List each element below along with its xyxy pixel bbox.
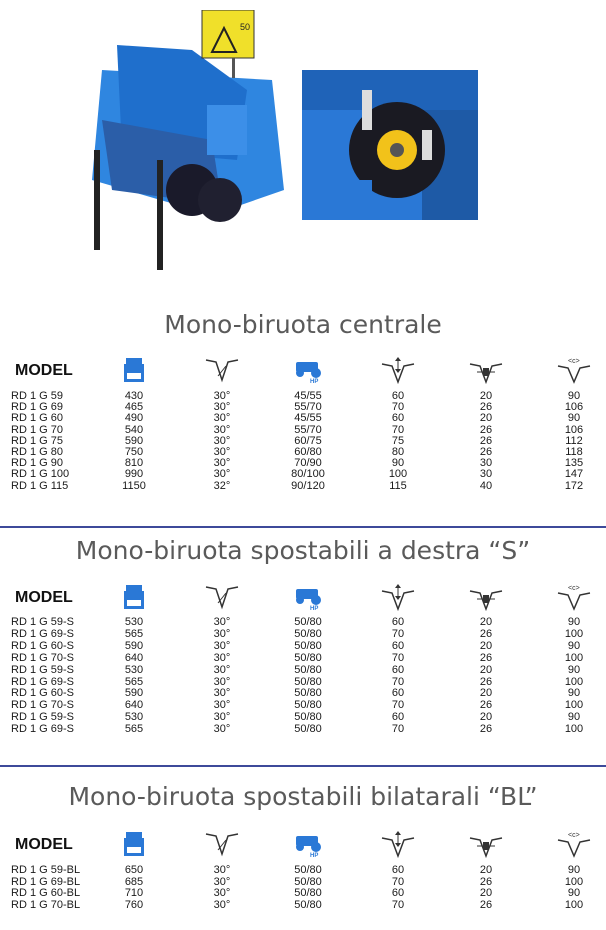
hp-cell: 50/80 [294, 675, 322, 688]
hp-cell: 90/120 [291, 479, 325, 492]
model-header: MODEL [15, 589, 73, 606]
width-cell: 90 [567, 663, 581, 676]
diameter-cell: 26 [479, 875, 493, 888]
diameter-cell: 26 [479, 446, 493, 458]
detail-photo [302, 70, 478, 220]
model-cell: RD 1 G 60 [11, 412, 63, 425]
model-cell: RD 1 G 69-BL [11, 875, 81, 888]
diameter-cell: 30 [479, 468, 493, 481]
angle-cell: 30° [213, 639, 231, 652]
hp-cell: 50/80 [294, 887, 322, 899]
width-cell: 112 [565, 434, 583, 447]
width-icon [556, 830, 592, 858]
model-cell: RD 1 G 70-BL [11, 898, 81, 911]
depth-cell: 60 [391, 711, 405, 724]
diameter-cell: 20 [479, 616, 493, 628]
model-cell: RD 1 G 69-S [11, 675, 74, 688]
weight-cell: 565 [124, 723, 144, 736]
angle-cell: 30° [213, 651, 231, 664]
angle-cell: 30° [213, 434, 231, 447]
diameter-cell: 26 [479, 627, 493, 640]
angle-cell: 30° [213, 675, 231, 688]
width-cell: 90 [567, 864, 581, 876]
model-cell: RD 1 G 80 [11, 446, 63, 458]
angle-cell: 30° [213, 864, 231, 876]
diameter-cell: 20 [479, 864, 493, 876]
table-row [0, 479, 606, 493]
hp-label: HP [310, 853, 319, 858]
hp-cell: 50/80 [294, 711, 322, 724]
diameter-cell: 20 [479, 663, 493, 676]
depth-icon [380, 583, 416, 611]
angle-cell: 30° [213, 887, 231, 899]
weight-cell: 710 [124, 887, 144, 899]
angle-cell: 30° [213, 446, 231, 458]
model-header: MODEL [15, 362, 73, 379]
width-cell: 90 [567, 687, 581, 700]
depth-cell: 70 [391, 875, 405, 888]
angle-cell: 30° [213, 687, 231, 700]
depth-cell: 60 [391, 616, 405, 628]
width-cell: 100 [564, 627, 584, 640]
hp-cell: 55/70 [294, 423, 322, 436]
wheel-diameter-icon [468, 356, 504, 384]
model-header: MODEL [15, 836, 73, 853]
width-cell: 90 [567, 887, 581, 899]
hp-cell: 70/90 [294, 457, 322, 470]
tractor-hp-icon [290, 583, 326, 611]
table-row [0, 898, 606, 912]
width-cell: 90 [567, 616, 581, 628]
diameter-cell: 20 [479, 711, 493, 724]
depth-cell: 70 [391, 898, 405, 911]
model-cell: RD 1 G 75 [11, 434, 63, 447]
depth-cell: 60 [391, 412, 405, 425]
model-cell: RD 1 G 59 [11, 390, 63, 402]
depth-cell: 75 [391, 434, 405, 447]
model-cell: RD 1 G 59-S [11, 616, 74, 628]
model-cell: RD 1 G 70-S [11, 699, 74, 712]
diameter-cell: 26 [479, 423, 493, 436]
weight-cell: 530 [124, 663, 144, 676]
hp-cell: 45/55 [294, 390, 322, 402]
weight-icon [116, 356, 152, 384]
diameter-cell: 40 [479, 479, 493, 492]
depth-cell: 100 [388, 468, 408, 481]
hp-cell: 50/80 [294, 875, 322, 888]
weight-cell: 565 [124, 627, 144, 640]
model-cell: RD 1 G 60-S [11, 687, 74, 700]
width-cell: 100 [564, 723, 584, 736]
model-cell: RD 1 G 90 [11, 457, 63, 470]
svg-text:<c>: <c> [568, 832, 580, 839]
hp-cell: 50/80 [294, 651, 322, 664]
section-title: Mono-biruota spostabili a destra “S” [75, 536, 531, 565]
depth-cell: 60 [391, 864, 405, 876]
weight-cell: 540 [124, 423, 144, 436]
diameter-cell: 26 [479, 651, 493, 664]
weight-cell: 810 [124, 457, 144, 470]
depth-cell: 60 [391, 687, 405, 700]
weight-cell: 490 [124, 412, 144, 425]
depth-cell: 70 [391, 723, 405, 736]
hp-cell: 45/55 [294, 412, 322, 425]
hp-cell: 50/80 [294, 627, 322, 640]
weight-cell: 750 [124, 446, 144, 458]
section-title: Mono-biruota spostabili bilatarali “BL” [68, 782, 538, 811]
depth-cell: 60 [391, 887, 405, 899]
weight-icon [116, 583, 152, 611]
hp-cell: 50/80 [294, 699, 322, 712]
depth-cell: 80 [391, 446, 405, 458]
angle-cell: 30° [213, 390, 231, 402]
hp-cell: 50/80 [294, 663, 322, 676]
weight-cell: 990 [124, 468, 144, 481]
weight-cell: 760 [124, 898, 144, 911]
weight-cell: 685 [124, 875, 144, 888]
weight-cell: 430 [124, 390, 144, 402]
angle-cell: 30° [213, 663, 231, 676]
model-cell: RD 1 G 59-S [11, 711, 74, 724]
angle-cell: 30° [213, 401, 231, 414]
diameter-cell: 20 [479, 639, 493, 652]
angle-cell: 30° [213, 898, 231, 911]
model-cell: RD 1 G 60-S [11, 639, 74, 652]
model-cell: RD 1 G 69 [11, 401, 63, 414]
depth-cell: 70 [391, 401, 405, 414]
angle-icon [204, 583, 240, 611]
model-cell: RD 1 G 69-S [11, 627, 74, 640]
width-cell: 172 [564, 479, 584, 492]
width-icon [556, 356, 592, 384]
hp-cell: 50/80 [294, 723, 322, 736]
hp-cell: 50/80 [294, 687, 322, 700]
hp-label: HP [310, 606, 319, 611]
model-cell: RD 1 G 70-S [11, 651, 74, 664]
weight-cell: 650 [124, 864, 144, 876]
hp-cell: 60/80 [294, 446, 322, 458]
weight-cell: 1150 [122, 479, 146, 492]
weight-cell: 590 [124, 687, 144, 700]
width-cell: 90 [567, 711, 581, 724]
weight-cell: 565 [124, 675, 144, 688]
model-cell: RD 1 G 100 [11, 468, 70, 481]
diameter-cell: 20 [479, 390, 493, 402]
width-cell: 100 [564, 651, 584, 664]
tractor-hp-icon [290, 830, 326, 858]
angle-icon [204, 356, 240, 384]
warning-sign-text: 50 [240, 22, 251, 32]
diameter-cell: 26 [479, 898, 493, 911]
width-cell: 100 [564, 875, 584, 888]
diameter-cell: 30 [479, 457, 493, 470]
depth-icon [380, 830, 416, 858]
hp-cell: 50/80 [294, 864, 322, 876]
width-cell: 106 [564, 401, 584, 414]
diameter-cell: 20 [479, 687, 493, 700]
weight-cell: 465 [124, 401, 144, 414]
angle-cell: 30° [213, 457, 231, 470]
angle-cell: 30° [213, 723, 231, 736]
weight-cell: 530 [124, 711, 144, 724]
tractor-hp-icon [290, 356, 326, 384]
width-cell: 90 [567, 390, 581, 402]
model-cell: RD 1 G 60-BL [11, 887, 81, 899]
hp-cell: 50/80 [294, 639, 322, 652]
angle-cell: 30° [213, 711, 231, 724]
angle-cell: 30° [213, 423, 231, 436]
width-cell: 147 [564, 468, 584, 481]
section-divider [0, 765, 606, 767]
model-cell: RD 1 G 70 [11, 423, 63, 436]
angle-cell: 30° [213, 412, 231, 425]
section-title: Mono-biruota centrale [164, 310, 442, 339]
depth-cell: 70 [391, 651, 405, 664]
angle-cell: 30° [213, 627, 231, 640]
model-cell: RD 1 G 59-BL [11, 864, 81, 876]
width-cell: 100 [564, 898, 584, 911]
width-cell: 118 [565, 446, 583, 458]
depth-icon [380, 356, 416, 384]
diameter-cell: 20 [479, 887, 493, 899]
diameter-cell: 20 [479, 412, 493, 425]
depth-cell: 70 [391, 423, 405, 436]
width-icon [556, 583, 592, 611]
diameter-cell: 26 [479, 675, 493, 688]
weight-cell: 640 [124, 699, 144, 712]
angle-icon [204, 830, 240, 858]
table-row [0, 722, 606, 736]
depth-cell: 70 [391, 627, 405, 640]
model-cell: RD 1 G 59-S [11, 663, 74, 676]
weight-cell: 590 [124, 639, 144, 652]
weight-cell: 530 [124, 616, 144, 628]
weight-icon [116, 830, 152, 858]
machine-photo [62, 10, 294, 272]
depth-cell: 60 [391, 639, 405, 652]
angle-cell: 30° [213, 699, 231, 712]
depth-cell: 60 [391, 663, 405, 676]
depth-cell: 90 [391, 457, 405, 470]
hp-cell: 55/70 [294, 401, 322, 414]
width-cell: 100 [564, 675, 584, 688]
width-cell: 90 [567, 412, 581, 425]
depth-cell: 115 [389, 479, 407, 492]
svg-text:<c>: <c> [568, 358, 580, 365]
hp-cell: 50/80 [294, 616, 322, 628]
angle-cell: 30° [213, 616, 231, 628]
width-cell: 106 [564, 423, 584, 436]
angle-cell: 32° [213, 479, 231, 492]
hp-cell: 60/75 [294, 434, 322, 447]
diameter-cell: 26 [479, 699, 493, 712]
hp-cell: 50/80 [294, 898, 322, 911]
width-cell: 90 [567, 639, 581, 652]
weight-cell: 640 [124, 651, 144, 664]
width-cell: 100 [564, 699, 584, 712]
depth-cell: 70 [391, 675, 405, 688]
angle-cell: 30° [213, 468, 231, 481]
depth-cell: 60 [391, 390, 405, 402]
wheel-diameter-icon [468, 830, 504, 858]
angle-cell: 30° [213, 875, 231, 888]
diameter-cell: 26 [479, 723, 493, 736]
hp-cell: 80/100 [291, 468, 325, 481]
wheel-diameter-icon [468, 583, 504, 611]
section-divider [0, 526, 606, 528]
model-cell: RD 1 G 69-S [11, 723, 74, 736]
model-cell: RD 1 G 115 [11, 479, 69, 492]
width-cell: 135 [564, 457, 584, 470]
depth-cell: 70 [391, 699, 405, 712]
diameter-cell: 26 [479, 401, 493, 414]
svg-text:<c>: <c> [568, 585, 580, 592]
hp-label: HP [310, 379, 319, 384]
weight-cell: 590 [124, 434, 144, 447]
diameter-cell: 26 [479, 434, 493, 447]
